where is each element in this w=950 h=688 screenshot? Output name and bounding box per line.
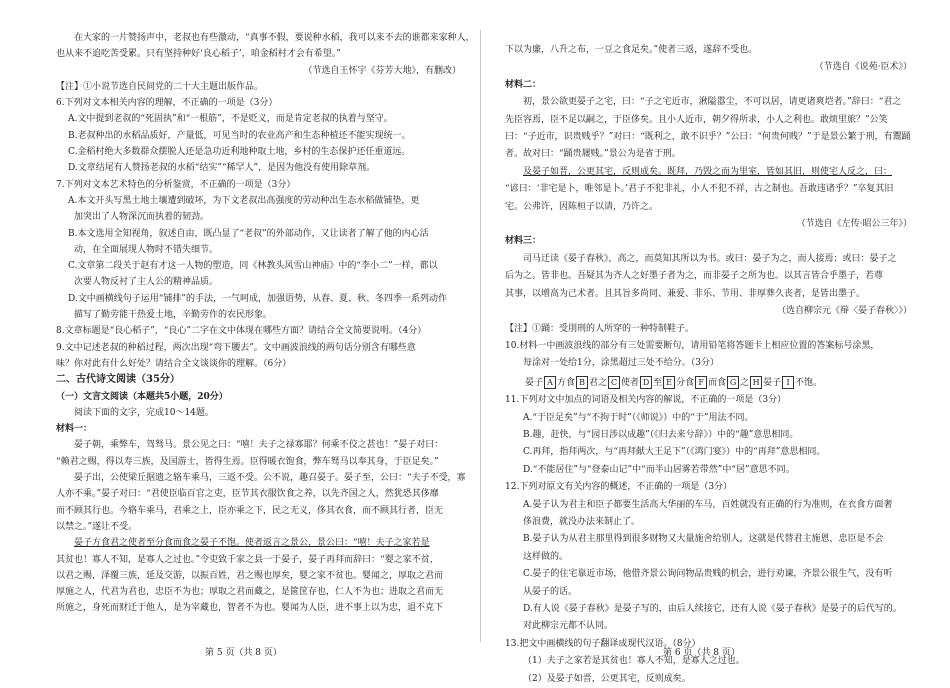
text-line: C.金稻村绝大多数群众摆脱人还是急功近利地种取土地，乡村的生态保护还任重道远。 — [68, 147, 411, 158]
text-line: 人亦不乘。”晏子对曰：“君使臣临百官之吏，臣节其衣服饮食之养，以先齐国之人，然犹恐其侈靡 — [56, 489, 439, 500]
text-line: 曰：“子近市，识贵贱乎？”对曰：“既利之，敢不识乎？”公曰：“何贵何贱？”于是景公繁于刑，有鬻踊 — [505, 132, 911, 143]
text-line: 所施之，身死而财迁于他人，是为宰藏也，智者不为也。婴闻为人臣，进不事上以为忠，退不克下 — [56, 603, 444, 614]
page-divider — [480, 30, 481, 642]
text-line: 加突出了人物深沉而执着的韧劲。 — [74, 212, 210, 223]
text-line: 7.下列对文本艺术特色的分析鉴赏，不正确的一项是（3分） — [56, 179, 296, 190]
text-line: 者。故对曰：“踊贵屦贱。”景公为是省于刑。 — [505, 149, 681, 160]
text-line: 厚施之人，代君为君也，忠臣不为也；厚取之君而藏之，是篋筐存也，仁人不为也；进取之君而无 — [56, 587, 444, 598]
text-line: 及晏子如晋，公更其宅，反则成矣。既拜，乃毁之而为里室，皆如其旧，则使宅人反之，曰： — [523, 166, 893, 177]
text-line: （1）夫子之家若是其贫也！寡人不知，是寡人之过也。 — [523, 656, 745, 667]
text-line: 动，在全面展现人物时不错失细节。 — [74, 244, 219, 255]
text-line: “赖君之赐，得以寿三族，及国游士，皆得生焉。臣得暖衣饱食，弊车驽马以奉其身，于臣足矣。” — [56, 456, 439, 467]
text-line: 每涂对一处给1分，涂黑超过三处不给分。（3分） — [523, 358, 719, 369]
text-line: B.老叔种出的水稻品质好，产量低，可见当时的农业高产和生态种植还不能实现统一。 — [68, 130, 411, 141]
text-line: 对此柳宗元都不认同。 — [523, 621, 614, 632]
text-line: 11.下列对文中加点的词语及相关内容的解说，不正确的一项是（3分） — [505, 395, 787, 406]
text-line: 其贫也！寡人不知，是寡人之过也。”令吏致千家之县一于晏子，晏子再拜而辞曰：“婴之家不贫， — [56, 554, 439, 565]
text-line: 初，景公欲更晏子之宅，曰：“子之宅近市，湫隘嚣尘，不可以居，请更诸爽垲者。”辞曰：“君之 — [523, 97, 902, 108]
text-line: 晏子方食君之使者至分食而食之晏子不饱。使者返言之景公，景公曰：“嘻！夫子之家若是 — [74, 538, 430, 549]
answer-option-box: A — [544, 376, 556, 389]
answer-option-box: G — [727, 376, 739, 389]
text-line: 侈浪费，就没办法来制止了。 — [523, 516, 641, 527]
text-line: 阅读下面的文字，完成10～14题。 — [74, 407, 214, 418]
text-line: （2）及晏子如晋，公更其宅，反则成矣。 — [523, 673, 691, 684]
answer-option-box: C — [608, 376, 620, 389]
text-line: 二、古代诗文阅读（35分） — [56, 374, 180, 386]
text-line: D.文章结尾有人赞扬老叔的水稻“结实”“稀罕人”，是因为他没有使用除草剂。 — [68, 163, 376, 174]
text-line: 以君之赐，泽覆三族，延及交游，以振百姓，君之赐也厚矣，婴之家不贫也。婴闻之，厚取之君而 — [56, 570, 444, 581]
text-line: 也从来不追吃苦受累。只有坚持种好‘良心稻子’，咱金稻村才会有希望。” — [56, 49, 341, 60]
text-line: B.晏子认为从君主那里得到很多财物又大量施舍给别人，这就是代替君主施恩，忠臣是不会 — [523, 534, 884, 545]
text-line: B.趣，赶快，与“园日涉以成趣”（《归去来兮辞》）中的“趣”意思相同。 — [523, 429, 799, 440]
text-line: （一）文言文阅读（本题共5小题，20分） — [56, 391, 228, 402]
text-line: 以禁之。”遂让不受。 — [56, 521, 138, 532]
text-line: （节选自王怀宇《芬芳大地》，有删改） — [303, 65, 461, 76]
text-line: 而不顾其行也。今辂车乘马，君乘之上，臣亦乘之下，民之无义，侈其衣食，而不顾其行者，臣无 — [56, 505, 444, 516]
text-line: 10.材料一中画波浪线的部分有三处需要断句，请用铅笔将答题卡上相应位置的答案标号涂黑， — [505, 340, 880, 351]
answer-option-box: I — [782, 376, 794, 389]
answer-text-segment: 使者 — [621, 377, 640, 388]
text-line: （节选自《说苑·臣术》） — [814, 62, 912, 73]
text-line: 【注】①小说节选自民间党的二十大主题出版作品。 — [56, 81, 264, 92]
text-line: 13.把文中画横线的句子翻译成现代汉语。（8分） — [505, 638, 701, 649]
text-line: 在大家的一片赞扬声中，老叔也有些激动，“真事不假，要说种水稻，我可以来不去的谁都来家种人， — [74, 33, 475, 43]
text-line: C.再拜，指拜两次，与“再拜献大王足下”（《鸿门宴》）中的“再拜”意思相同。 — [523, 447, 826, 458]
answer-text-segment: 至 — [653, 377, 663, 388]
text-line: B.本文选用全知视角，叙述自由，既凸显了“老叔”的外部动作，又让读者了解了他的内心活 — [68, 228, 429, 239]
text-line: （节选自《左传·昭公三年》） — [796, 219, 912, 230]
text-line: 6.下列对文本相关内容的理解，不正确的一项是（3分） — [56, 98, 278, 109]
answer-text-segment: 君之 — [589, 377, 608, 388]
text-line: 后为之。皆非也。吾疑其为齐人之好墨子者为之，而非晏子之所为也。以其言皆合乎墨子，若尊 — [505, 271, 884, 282]
text-line: 晏子朝，乘弊车，驾驽马。景公见之曰：“嘻！夫子之禄寡耶？何乘不佼之甚也！”晏子对曰： — [74, 440, 444, 451]
answer-option-box: E — [663, 376, 675, 389]
text-line: 味？你对此有什么好处？请结合全文谈谈你的理解。（6分） — [56, 358, 292, 369]
right-exam-page — [485, 0, 950, 684]
answer-text-segment: 晏子 — [525, 377, 544, 388]
text-line: A.“于臣足矣”与“不拘于时”（《师说》）中的“于”用法不同。 — [523, 412, 754, 423]
answer-text-segment: 方食 — [557, 377, 576, 388]
text-line: C.晏子的住宅靠近市场，他借齐景公询问物品贵贱的机会，进行劝谏，齐景公很生气，没有听 — [523, 569, 893, 580]
answer-text-segment: 而食 — [708, 377, 727, 388]
text-line: 下以为廉，八升之布，一豆之食足矣。”使者三返，遂辞不受也。 — [505, 45, 758, 55]
answer-text-segment: 晏子 — [763, 377, 782, 388]
text-line: 宅。公弗许，因陈桓子以请，乃许之。 — [505, 201, 659, 212]
text-line: 先臣容焉，臣不足以嗣之，于臣侈矣。且小人近市，朝夕得所求，小人之利也。敢烦里旅？”公笑 — [505, 114, 888, 125]
text-line: 从晏子的话。 — [523, 586, 578, 597]
answer-text-segment: 分食 — [676, 377, 695, 388]
text-line: 9.文中记述老叔的种稻过程，两次出现“弯下腰去”。文中画波浪线的两句话分别含有哪些意 — [56, 342, 416, 353]
text-line: 司马迁读《晏子春秋》，高之，而莫知其所以为书。或曰：晏子为之，而人接焉；或曰：晏子之 — [523, 253, 897, 264]
page-number-left: 第 5 页（共 8 页） — [205, 648, 282, 658]
text-line: 8.文章标题是“良心稻子”，“良心”二字在文中体现在哪些方面？请结合全文简要说明。（4分） — [56, 326, 427, 337]
text-line: 【注】①踊：受刖刑的人所穿的一种特制鞋子。 — [505, 323, 695, 334]
text-line: D.有人说《晏子春秋》是晏子写的，由后人续接它，还有人说《晏子春秋》是晏子的后代写的。 — [523, 604, 902, 614]
answer-text-segment: 不饱。 — [795, 377, 823, 388]
answer-option-box: F — [695, 376, 707, 389]
text-line: C.文章第二段关于赵有才这一人物的塑造，同《林教头风雪山神庙》中的“李小二”一样，都以 — [68, 261, 438, 272]
right-page-text-continued — [505, 392, 912, 688]
text-line: 其事，以增高为己术者。且其旨多尚同、兼爱、非乐、节用、非厚葬久丧者，是皆出墨子。 — [505, 288, 866, 299]
sentence-break-answer-line — [505, 375, 912, 392]
text-line: A.晏子认为君主和臣子都要生活高大华丽的车马，百姓就没有正确的行为准则，在衣食方面奢 — [523, 499, 893, 510]
text-line: 描写了勤劳能干热爱土地，辛勤劳作的农民形象。 — [74, 310, 273, 321]
text-line: 晏子出，公使梁丘据遗之辂车乘马，三返不受。公不说，趣召晏子。晏子至，公曰：“夫子不受，寡 — [74, 473, 466, 484]
page-number-right: 第 6 页（共 8 页） — [663, 648, 740, 658]
text-line: 次要人物反衬了主人公的精神品质。 — [74, 277, 219, 288]
right-page-text — [505, 42, 912, 373]
text-line: （选自柳宗元《辩〈晏子春秋〉》） — [776, 306, 912, 317]
answer-text-segment: 之 — [740, 377, 750, 388]
left-page-text — [56, 30, 475, 617]
answer-option-box: H — [750, 376, 762, 389]
text-line: 材料一： — [56, 424, 93, 435]
text-line: D.文中画横线句子运用“铺排”的手法，一气呵成，加强语势，从春、夏、秋、冬四季一系列动作 — [68, 293, 447, 304]
answer-option-box: B — [576, 376, 588, 389]
text-line: A.本文开头写黑土地土壤遭到破坏，为下文老叔出高强度的劳动种出生态水稻做铺垫，更 — [68, 195, 420, 206]
text-line: “谚曰：‘非宅是卜，唯邻是卜。’君子不犯非礼，小人不犯不祥，古之制也。吾敢违诸乎？”卒复其旧 — [505, 184, 894, 195]
left-exam-page — [0, 0, 475, 672]
text-line: 材料三： — [505, 236, 542, 247]
text-line: D.“不能居住”与“登泰山记”中“而半山居雾若带然”中“居”意思不同。 — [523, 464, 795, 475]
text-line: 材料二： — [505, 79, 542, 90]
text-line: A.文中提到老叔的“死固执”和“一根筋”，不是贬义，而是肯定老叔的执着与坚守。 — [68, 114, 393, 125]
text-line: 12.下列对原文有关内容的概述，不正确的一项是（3分） — [505, 482, 733, 493]
answer-option-box: D — [640, 376, 652, 389]
text-line: 这样做的。 — [523, 551, 569, 562]
